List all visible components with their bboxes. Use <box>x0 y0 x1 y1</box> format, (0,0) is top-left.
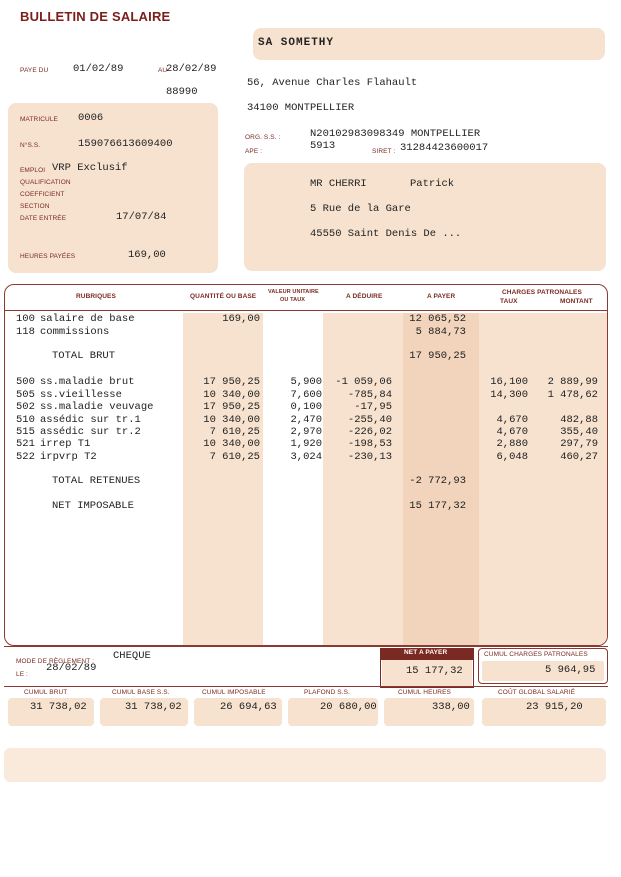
cell-deduire: -198,53 <box>347 438 392 450</box>
recipient-street: 5 Rue de la Gare <box>310 203 411 215</box>
heures-label: HEURES PAYÉES <box>20 253 76 260</box>
cell-taux: 7,600 <box>290 389 322 401</box>
cell-deduire: -785,84 <box>347 389 392 401</box>
cout-global-label: COÛT GLOBAL SALARIÉ <box>498 689 576 696</box>
cumul-imposable-value: 26 694,63 <box>220 701 277 713</box>
cell-code: 118 <box>16 326 35 338</box>
section-label: SECTION <box>20 203 50 210</box>
recipient-firstname: Patrick <box>410 178 455 190</box>
quantite-column <box>183 313 263 645</box>
col-payer: A PAYER <box>427 293 456 300</box>
cell-label: salaire de base <box>40 313 135 325</box>
cell-payer: 12 065,52 <box>409 313 466 325</box>
cell-taux: 5,900 <box>290 376 322 388</box>
nss-value: 159076613609400 <box>78 138 173 150</box>
cell-code: 510 <box>16 414 35 426</box>
siret-label: SIRET : <box>372 148 396 155</box>
cell-payer: 15 177,32 <box>409 500 466 512</box>
cell-payer: 5 884,73 <box>415 326 466 338</box>
col-montant: MONTANT <box>560 298 593 305</box>
col-valeur2: OU TAUX <box>280 297 306 303</box>
coefficient-label: COEFFICIENT <box>20 191 65 198</box>
col-quantite: QUANTITÉ OU BASE <box>190 293 257 300</box>
cell-ptaux: 6,048 <box>496 451 528 463</box>
payroll-table <box>4 284 608 646</box>
cell-taux: 2,470 <box>290 414 322 426</box>
period-to-label: AU <box>158 67 168 74</box>
cell-taux: 3,024 <box>290 451 322 463</box>
cell-deduire: -230,13 <box>347 451 392 463</box>
mode-label: MODE DE RÈGLEMENT : <box>16 658 94 665</box>
cell-pmontant: 355,40 <box>560 426 598 438</box>
cell-ptaux: 14,300 <box>490 389 528 401</box>
cell-label: ss.maladie veuvage <box>40 401 154 413</box>
cell-code: 515 <box>16 426 35 438</box>
cell-pmontant: 297,79 <box>560 438 598 450</box>
cell-code: 522 <box>16 451 35 463</box>
cell-label: commissions <box>40 326 110 338</box>
col-deduire: A DÉDUIRE <box>346 293 383 300</box>
cell-code: 100 <box>16 313 35 325</box>
recipient-city: 45550 Saint Denis De ... <box>310 228 462 240</box>
org-ss-value: N20102983098349 MONTPELLIER <box>310 128 481 140</box>
cell-label: TOTAL BRUT <box>52 350 116 362</box>
cumul-divider <box>4 686 608 687</box>
cumul-charges-label: CUMUL CHARGES PATRONALES <box>484 651 588 658</box>
company-address1: 56, Avenue Charles Flahault <box>247 77 418 89</box>
cell-ptaux: 4,670 <box>496 414 528 426</box>
nss-label: N°S.S. <box>20 142 41 149</box>
heures-value: 169,00 <box>128 249 166 261</box>
period-from-label: PAYE DU <box>20 67 49 74</box>
plafond-label: PLAFOND S.S. <box>304 689 350 696</box>
le-label: LE : <box>16 671 28 678</box>
company-name: SA SOMETHY <box>258 37 335 49</box>
date-entree-value: 17/07/84 <box>116 211 167 223</box>
col-charges: CHARGES PATRONALES <box>502 289 582 296</box>
cell-label: NET IMPOSABLE <box>52 500 134 512</box>
cell-deduire: -226,02 <box>347 426 392 438</box>
cell-payer: 17 950,25 <box>409 350 466 362</box>
cell-base: 17 950,25 <box>203 376 260 388</box>
cell-label: irrep T1 <box>40 438 91 450</box>
period-from: 01/02/89 <box>73 63 124 75</box>
matricule-value: 0006 <box>78 112 104 124</box>
cell-label: TOTAL RETENUES <box>52 475 141 487</box>
cumul-charges-value: 5 964,95 <box>545 664 596 676</box>
cell-base: 7 610,25 <box>209 426 260 438</box>
cell-label: ss.vieillesse <box>40 389 122 401</box>
cell-deduire: -1 059,06 <box>335 376 392 388</box>
company-address2: 34100 MONTPELLIER <box>247 102 355 114</box>
ape-label: APE : <box>245 148 263 155</box>
recipient-name: MR CHERRI <box>310 178 367 190</box>
table-header-line <box>4 310 608 311</box>
deduire-column <box>323 313 403 645</box>
emploi-value: VRP Exclusif <box>52 162 128 174</box>
col-taux: TAUX <box>500 298 518 305</box>
cell-label: assédic sur tr.2 <box>40 426 141 438</box>
net-label: NET A PAYER <box>404 649 448 656</box>
cumul-base-value: 31 738,02 <box>125 701 182 713</box>
cell-taux: 0,100 <box>290 401 322 413</box>
date-entree-label: DATE ENTRÉE <box>20 215 67 222</box>
matricule-label: MATRICULE <box>20 116 58 123</box>
cell-payer: -2 772,93 <box>409 475 466 487</box>
cumul-heures-label: CUMUL HEURES <box>398 689 451 696</box>
qualification-label: QUALIFICATION <box>20 179 71 186</box>
siret-value: 31284423600017 <box>400 142 489 154</box>
cell-taux: 1,920 <box>290 438 322 450</box>
cumul-brut-value: 31 738,02 <box>30 701 87 713</box>
org-ss-label: ORG. S.S. : <box>245 134 281 141</box>
cell-deduire: -255,40 <box>347 414 392 426</box>
cell-base: 10 340,00 <box>203 414 260 426</box>
cell-base: 7 610,25 <box>209 451 260 463</box>
net-value: 15 177,32 <box>406 665 463 677</box>
period-number: 88990 <box>166 86 198 98</box>
charges-column <box>479 313 608 645</box>
cell-pmontant: 1 478,62 <box>547 389 598 401</box>
cell-ptaux: 2,880 <box>496 438 528 450</box>
bottom-divider <box>4 646 608 647</box>
cell-code: 521 <box>16 438 35 450</box>
cumul-base-label: CUMUL BASE S.S. <box>112 689 170 696</box>
cell-code: 505 <box>16 389 35 401</box>
cell-ptaux: 4,670 <box>496 426 528 438</box>
col-rubriques: RUBRIQUES <box>76 293 116 300</box>
cell-deduire: -17,95 <box>354 401 392 413</box>
cell-ptaux: 16,100 <box>490 376 528 388</box>
cout-global-value: 23 915,20 <box>526 701 583 713</box>
cell-pmontant: 2 889,99 <box>547 376 598 388</box>
footer-band <box>4 748 606 782</box>
mode-value: CHEQUE <box>113 650 151 662</box>
cell-taux: 2,970 <box>290 426 322 438</box>
plafond-value: 20 680,00 <box>320 701 377 713</box>
ape-value: 5913 <box>310 140 336 152</box>
payment-date: 28/02/89 <box>46 662 97 674</box>
cell-base: 10 340,00 <box>203 389 260 401</box>
emploi-label: EMPLOI <box>20 167 46 174</box>
cumul-heures-value: 338,00 <box>432 701 470 713</box>
cell-pmontant: 460,27 <box>560 451 598 463</box>
cell-label: assédic sur tr.1 <box>40 414 141 426</box>
cell-label: irpvrp T2 <box>40 451 97 463</box>
cell-base: 10 340,00 <box>203 438 260 450</box>
cumul-brut-label: CUMUL BRUT <box>24 689 68 696</box>
document-title: BULLETIN DE SALAIRE <box>20 9 171 24</box>
employee-box <box>8 103 218 273</box>
cell-base: 169,00 <box>222 313 260 325</box>
cumul-imposable-label: CUMUL IMPOSABLE <box>202 689 266 696</box>
cell-pmontant: 482,88 <box>560 414 598 426</box>
cell-base: 17 950,25 <box>203 401 260 413</box>
cell-label: ss.maladie brut <box>40 376 135 388</box>
cell-code: 502 <box>16 401 35 413</box>
cell-code: 500 <box>16 376 35 388</box>
col-valeur1: VALEUR UNITAIRE <box>268 289 319 295</box>
period-to: 28/02/89 <box>166 63 217 75</box>
